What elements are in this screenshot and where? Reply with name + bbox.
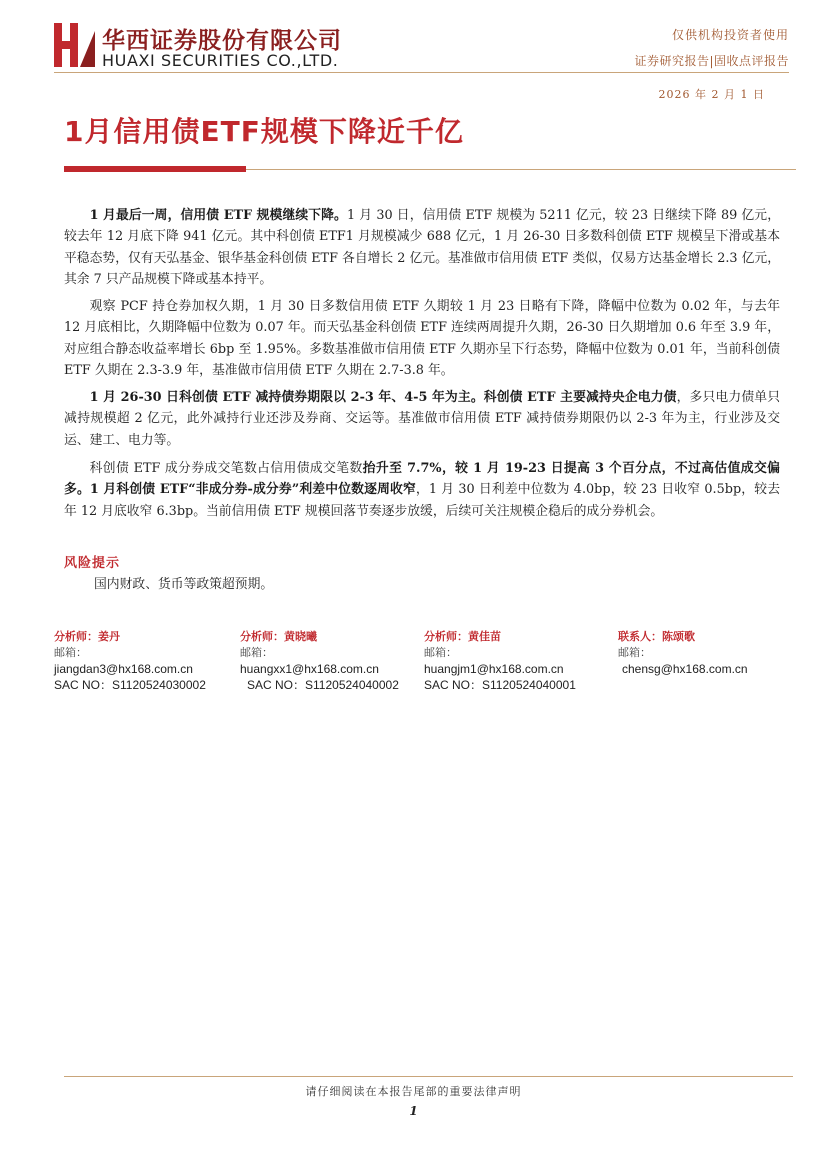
analyst-card [54,629,206,693]
analyst-sac: SAC NO：S1120524030002 [54,678,206,692]
paragraph-3-body: ，多只电力债单只减持规模超 2 亿元，此外减持行业还涉及券商、交运等。基准做市信用债 ETF 减持债券期限仍以 2-3 年为主，行业涉及交运、建工、电力等。 [64,390,780,448]
paragraph-4-intro: 科创债 ETF 成分券成交笔数占信用债成交笔数 [89,461,363,476]
email-label: 邮箱： [240,646,273,659]
header-divider [54,72,789,73]
analyst-card [240,629,399,693]
company-name-cn: 华西证券股份有限公司 [102,28,342,54]
paragraph-1-lead: 1 月最后一周，信用债 ETF 规模继续下降。 [89,208,347,223]
paragraph-3 [64,387,780,451]
paragraph-4 [64,458,780,522]
report-title: 1月信用债ETF规模下降近千亿 [64,115,464,148]
paragraph-1-body: 1 月 30 日，信用债 ETF 规模为 5211 亿元，较 23 日继续下降 89 亿元，较去年 12 月底下降 941 亿元。其中科创债 ETF1 月规模减少 688 亿元，1 月 26-30 日多数科创债 ETF 规模呈下滑或基本平稳态势，仅有天弘基金、银华基金科创债 ETF 各自增长 2 亿元。基准做市信用债 ETF 类似，仅易方达基金增长 2.3 亿元，其余 7 只产品规模下降或基本持平。 [64,208,781,287]
email-label: 邮箱： [54,646,87,659]
analyst-sac: SAC NO：S1120524040001 [424,678,576,692]
paragraph-1 [64,205,780,290]
analyst-sac: SAC NO：S1120524040002 [247,678,399,692]
paragraph-4-highlight: 抬升至 7.7%，较 1 月 19-23 日提高 3 个百分点，不过高估值成交偏多。1 月科创债 ETF“非成分券-成分券”利差中位数逐周收窄 [64,461,780,498]
contact-email[interactable]: chensg@hx168.com.cn [622,662,748,676]
analyst-name: 分析师：黄佳苗 [424,630,501,643]
title-divider [246,169,796,170]
huaxi-logo-icon [54,21,95,69]
footer-divider [64,1076,793,1077]
contact-name: 联系人：陈颂歌 [618,630,695,643]
analyst-email[interactable]: huangjm1@hx168.com.cn [424,662,564,676]
paragraph-2: 观察 PCF 持仓券加权久期，1 月 30 日多数信用债 ETF 久期较 1 月 23 日略有下降，降幅中位数为 0.02 年，与去年 12 月底相比，久期降幅中位数为 0.07 年。而天弘基金科创债 ETF 连续两周提升久期，26-30 日久期增加 0.6 年至 3.9 年，对应组合静态收益率增长 6bp 至 1.95%。多数基准做市信用债 ETF 久期亦呈下行态势，降幅中位数为 0.01 年，当前科创债 ETF 久期在 2.3-3.9 年，基准做市信用债 ETF 久期在 2.7-3.8 年。 [64,299,780,378]
analyst-card [424,629,576,693]
title-accent-bar [64,166,246,172]
analyst-email[interactable]: huangxx1@hx168.com.cn [240,662,379,676]
contact-card [618,629,748,677]
audience-note: 仅供机构投资者使用 [671,28,789,42]
analyst-name: 分析师：姜丹 [54,630,120,643]
analyst-email[interactable]: jiangdan3@hx168.com.cn [54,662,193,676]
risk-text: 国内财政、货币等政策超预期。 [94,577,274,592]
report-date: 2026 年 2 月 1 日 [658,88,765,101]
analyst-name: 分析师：黄晓曦 [240,630,317,643]
paragraph-3-lead: 1 月 26-30 日科创债 ETF 减持债券期限以 2-3 年、4-5 年为主。科创债 ETF 主要减持央企电力债 [89,390,677,405]
legal-notice: 请仔细阅读在本报告尾部的重要法律声明 [305,1085,522,1098]
report-type: 证券研究报告|固收点评报告 [634,54,789,68]
company-name-en: HUAXI SECURITIES CO.,LTD. [102,51,339,70]
paragraph-4-body: ，1 月 30 日利差中位数为 4.0bp，较 23 日收窄 0.5bp，较去年 12 月底收窄 6.3bp。当前信用债 ETF 规模回落节奏逐步放缓，后续可关注规模企稳后的成分券机会。 [64,482,780,519]
email-label: 邮箱： [618,646,651,659]
email-label: 邮箱： [424,646,457,659]
risk-heading: 风险提示 [64,556,121,571]
page-number: 1 [409,1104,418,1118]
